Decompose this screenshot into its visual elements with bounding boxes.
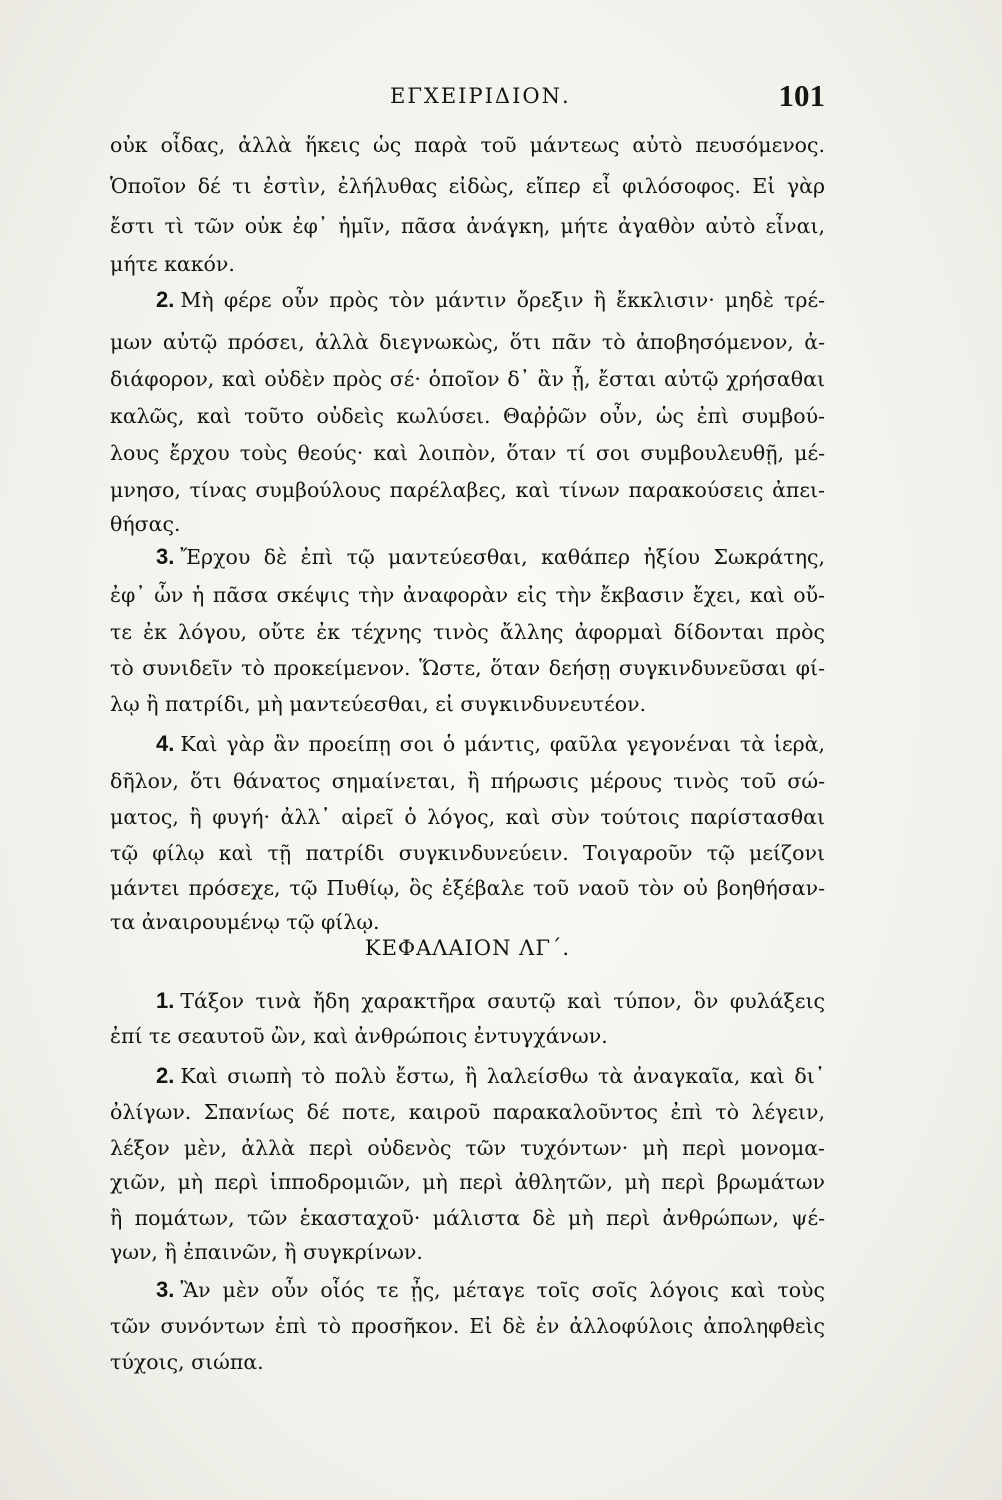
text-line: τῷ φίλῳ καὶ τῇ πατρίδι συγκινδυνεύειν. Τοιγαροῦν τῷ μείζονι: [110, 841, 825, 865]
text-span: Καὶ σιωπὴ τὸ πολὺ ἔστω, ἢ λαλείσθω τὰ ἀναγκαῖα, καὶ δι᾽: [180, 1064, 825, 1088]
paragraph-first-line: [110, 1062, 825, 1092]
paragraph-number: 2.: [156, 1063, 175, 1088]
text-line: τε ἐκ λόγου, οὔτε ἐκ τέχνης τινὸς ἄλλης ἀφορμαὶ δίδονται πρὸς: [110, 620, 825, 644]
text-line: Ὁποῖον δέ τι ἐστὶν, ἐλήλυθας εἰδὼς, εἴπερ εἶ φιλόσοφος. Εἰ γὰρ: [110, 174, 825, 198]
text-line: ἔστι τὶ τῶν οὐκ ἐφ᾽ ἡμῖν, πᾶσα ἀνάγκη, μήτε ἀγαθὸν αὐτὸ εἶναι,: [110, 214, 825, 238]
text-span: Τάξον τινὰ ἤδη χαρακτῆρα σαυτῷ καὶ τύπον, ὃν φυλάξεις: [180, 989, 825, 1013]
text-line: τὸ συνιδεῖν τὸ προκείμενον. Ὥστε, ὅταν δεήσῃ συγκινδυνεῦσαι φί-: [110, 656, 825, 680]
paragraph-first-line: [110, 987, 825, 1017]
text-line: μάντει πρόσεχε, τῷ Πυθίῳ, ὃς ἐξέβαλε τοῦ ναοῦ τὸν οὐ βοηθήσαν-: [110, 876, 825, 900]
text-line: τα ἀναιρουμένῳ τῷ φίλῳ.: [110, 910, 380, 934]
text-line: μνησο, τίνας συμβούλους παρέλαβες, καὶ τίνων παρακούσεις ἀπει-: [110, 478, 825, 502]
text-span: Μὴ φέρε οὖν πρὸς τὸν μάντιν ὄρεξιν ἢ ἔκκλισιν· μηδὲ τρέ-: [180, 288, 825, 312]
text-line: γων, ἢ ἐπαινῶν, ἢ συγκρίνων.: [110, 1240, 423, 1264]
text-line: τύχοις, σιώπα.: [110, 1350, 264, 1374]
text-line: ἐφ᾽ ὧν ἡ πᾶσα σκέψις τὴν ἀναφορὰν εἰς τὴν ἔκβασιν ἔχει, καὶ οὔ-: [110, 583, 825, 607]
text-line: ἐπί τε σεαυτοῦ ὢν, καὶ ἀνθρώποις ἐντυγχάνων.: [110, 1024, 608, 1048]
text-line: λῳ ἢ πατρίδι, μὴ μαντεύεσθαι, εἰ συγκινδυνευτέον.: [110, 692, 647, 716]
page-header: [110, 78, 825, 118]
chapter-heading: ΚΕΦΑΛΑΙΟΝ ΛΓ΄.: [364, 936, 571, 960]
paragraph-number: 4.: [156, 731, 175, 756]
paragraph-number: 1.: [156, 988, 175, 1013]
text-line: δῆλον, ὅτι θάνατος σημαίνεται, ἢ πήρωσις μέρους τινὸς τοῦ σώ-: [110, 769, 825, 793]
text-span: Ἔρχου δὲ ἐπὶ τῷ μαντεύεσθαι, καθάπερ ἠξίου Σωκράτης,: [180, 545, 825, 569]
text-line: θήσας.: [110, 512, 181, 536]
text-line: διάφορον, καὶ οὐδὲν πρὸς σέ· ὁποῖον δ᾽ ἂν ᾖ, ἔσται αὐτῷ χρήσαθαι: [110, 367, 825, 391]
paragraph-number: 3.: [156, 544, 175, 569]
paragraph-number: 2.: [156, 287, 175, 312]
paragraph-number: 3.: [156, 1277, 175, 1302]
paragraph-first-line: [110, 543, 825, 573]
text-line: ὀλίγων. Σπανίως δέ ποτε, καιροῦ παρακαλοῦντος ἐπὶ τὸ λέγειν,: [110, 1100, 825, 1124]
text-line: καλῶς, καὶ τοῦτο οὐδεὶς κωλύσει. Θαῤῥῶν οὖν, ὡς ἐπὶ συμβού-: [110, 404, 825, 428]
text-line: μήτε κακόν.: [110, 252, 235, 276]
text-span: Καὶ γὰρ ἂν προείπῃ σοι ὁ μάντις, φαῦλα γεγονέναι τὰ ἱερὰ,: [180, 732, 825, 756]
paragraph-first-line: [110, 1276, 825, 1306]
running-head: ΕΓΧΕΙΡΙΔΙΟΝ.: [390, 84, 571, 108]
paragraph-first-line: [110, 286, 825, 316]
page-number: 101: [778, 78, 825, 113]
text-line: μων αὐτῷ πρόσει, ἀλλὰ διεγνωκὼς, ὅτι πᾶν τὸ ἀποβησόμενον, ἀ-: [110, 330, 825, 354]
text-line: χιῶν, μὴ περὶ ἱπποδρομιῶν, μὴ περὶ ἀθλητῶν, μὴ περὶ βρωμάτων: [110, 1170, 825, 1194]
text-line: ματος, ἢ φυγή· ἀλλ᾽ αἱρεῖ ὁ λόγος, καὶ σὺν τούτοις παρίστασθαι: [110, 805, 825, 829]
paragraph-first-line: [110, 730, 825, 760]
text-line: ἢ πομάτων, τῶν ἑκασταχοῦ· μάλιστα δὲ μὴ περὶ ἀνθρώπων, ψέ-: [110, 1206, 825, 1230]
text-line: τῶν συνόντων ἐπὶ τὸ προσῆκον. Εἰ δὲ ἐν ἀλλοφύλοις ἀποληφθεὶς: [110, 1314, 825, 1338]
text-line: λέξον μὲν, ἀλλὰ περὶ οὐδενὸς τῶν τυχόντων· μὴ περὶ μονομα-: [110, 1136, 825, 1160]
text-line: οὐκ οἶδας, ἀλλὰ ἥκεις ὡς παρὰ τοῦ μάντεως αὐτὸ πευσόμενος.: [110, 133, 825, 157]
text-line: λους ἔρχου τοὺς θεούς· καὶ λοιπὸν, ὅταν τί σοι συμβουλευθῇ, μέ-: [110, 441, 825, 465]
text-span: Ἂν μὲν οὖν οἷός τε ᾖς, μέταγε τοῖς σοῖς λόγοις καὶ τοὺς: [180, 1278, 825, 1302]
